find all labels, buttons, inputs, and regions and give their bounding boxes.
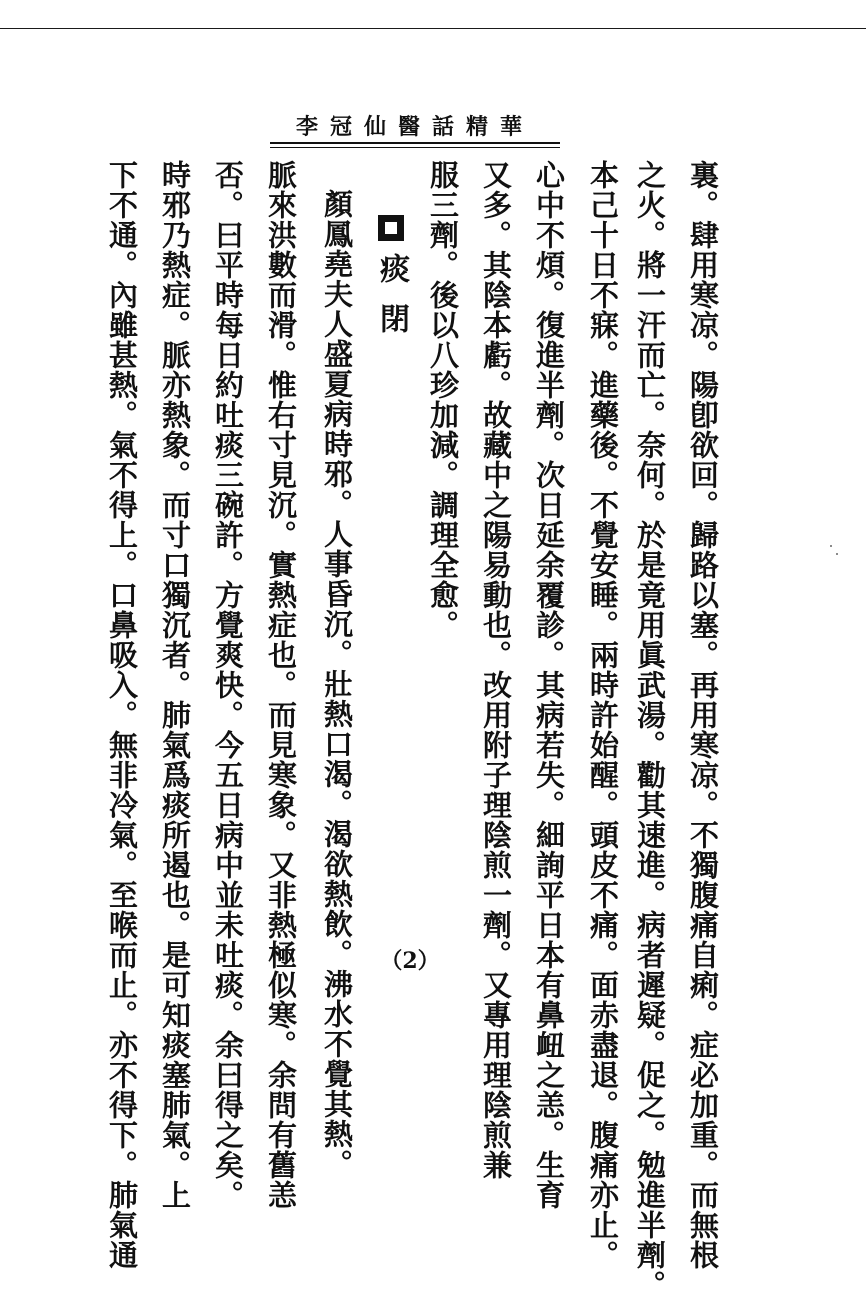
text-column-7: 顏鳳堯夫人盛夏病時邪。人事昏沉。壯熱口渴。渴欲熱飲。沸水不覺其熱。 <box>320 189 354 1179</box>
text-column-5: 又多。其陰本虧。故藏中之陽易動也。改用附子理陰煎一劑。又專用理陰煎兼 <box>479 160 513 1180</box>
running-title: 李冠仙醫話精華 <box>295 114 534 140</box>
section-heading-text: 痰閉 <box>374 253 409 353</box>
text-column-4: 心中不煩。復進半劑。次日延余覆診。其病若失。細詢平日本有鼻衄之恙。生育 <box>532 160 566 1210</box>
text-column-11: 下不通。內雖甚熱。氣不得上。口鼻吸入。無非冷氣。至喉而止。亦不得下。肺氣通 <box>105 160 139 1270</box>
scan-speck <box>830 545 832 547</box>
section-heading <box>371 215 411 353</box>
text-column-1: 裏。肆用寒凉。陽卽欲回。歸路以塞。再用寒凉。不獨腹痛自痢。症必加重。而無根 <box>686 160 720 1270</box>
section-marker-icon <box>378 215 404 241</box>
top-border-rule <box>0 28 866 29</box>
text-column-10: 時邪乃熱症。脈亦熱象。而寸口獨沉者。肺氣爲痰所遏也。是可知痰塞肺氣。上 <box>158 160 192 1210</box>
title-underline <box>270 142 560 148</box>
scan-speck <box>836 553 838 555</box>
text-column-9: 否。曰平時每日約吐痰三碗許。方覺爽快。今五日病中並未吐痰。余曰得之矣。 <box>211 160 245 1210</box>
text-column-3: 本己十日不寐。進藥後。不覺安睡。兩時許始醒。頭皮不痛。面赤盡退。腹痛亦止。 <box>586 160 620 1270</box>
text-column-2: 之火。將一汗而亡。奈何。於是竟用眞武湯。勸其速進。病者遲疑。促之。勉進半劑。 <box>633 160 667 1300</box>
page-number: （2） <box>380 948 440 974</box>
text-column-8: 脈來洪數而滑。惟右寸見沉。實熱症也。而見寒象。又非熱極似寒。余問有舊恙 <box>264 160 298 1210</box>
text-column-6: 服三劑。後以八珍加減。調理全愈。 <box>426 160 460 640</box>
